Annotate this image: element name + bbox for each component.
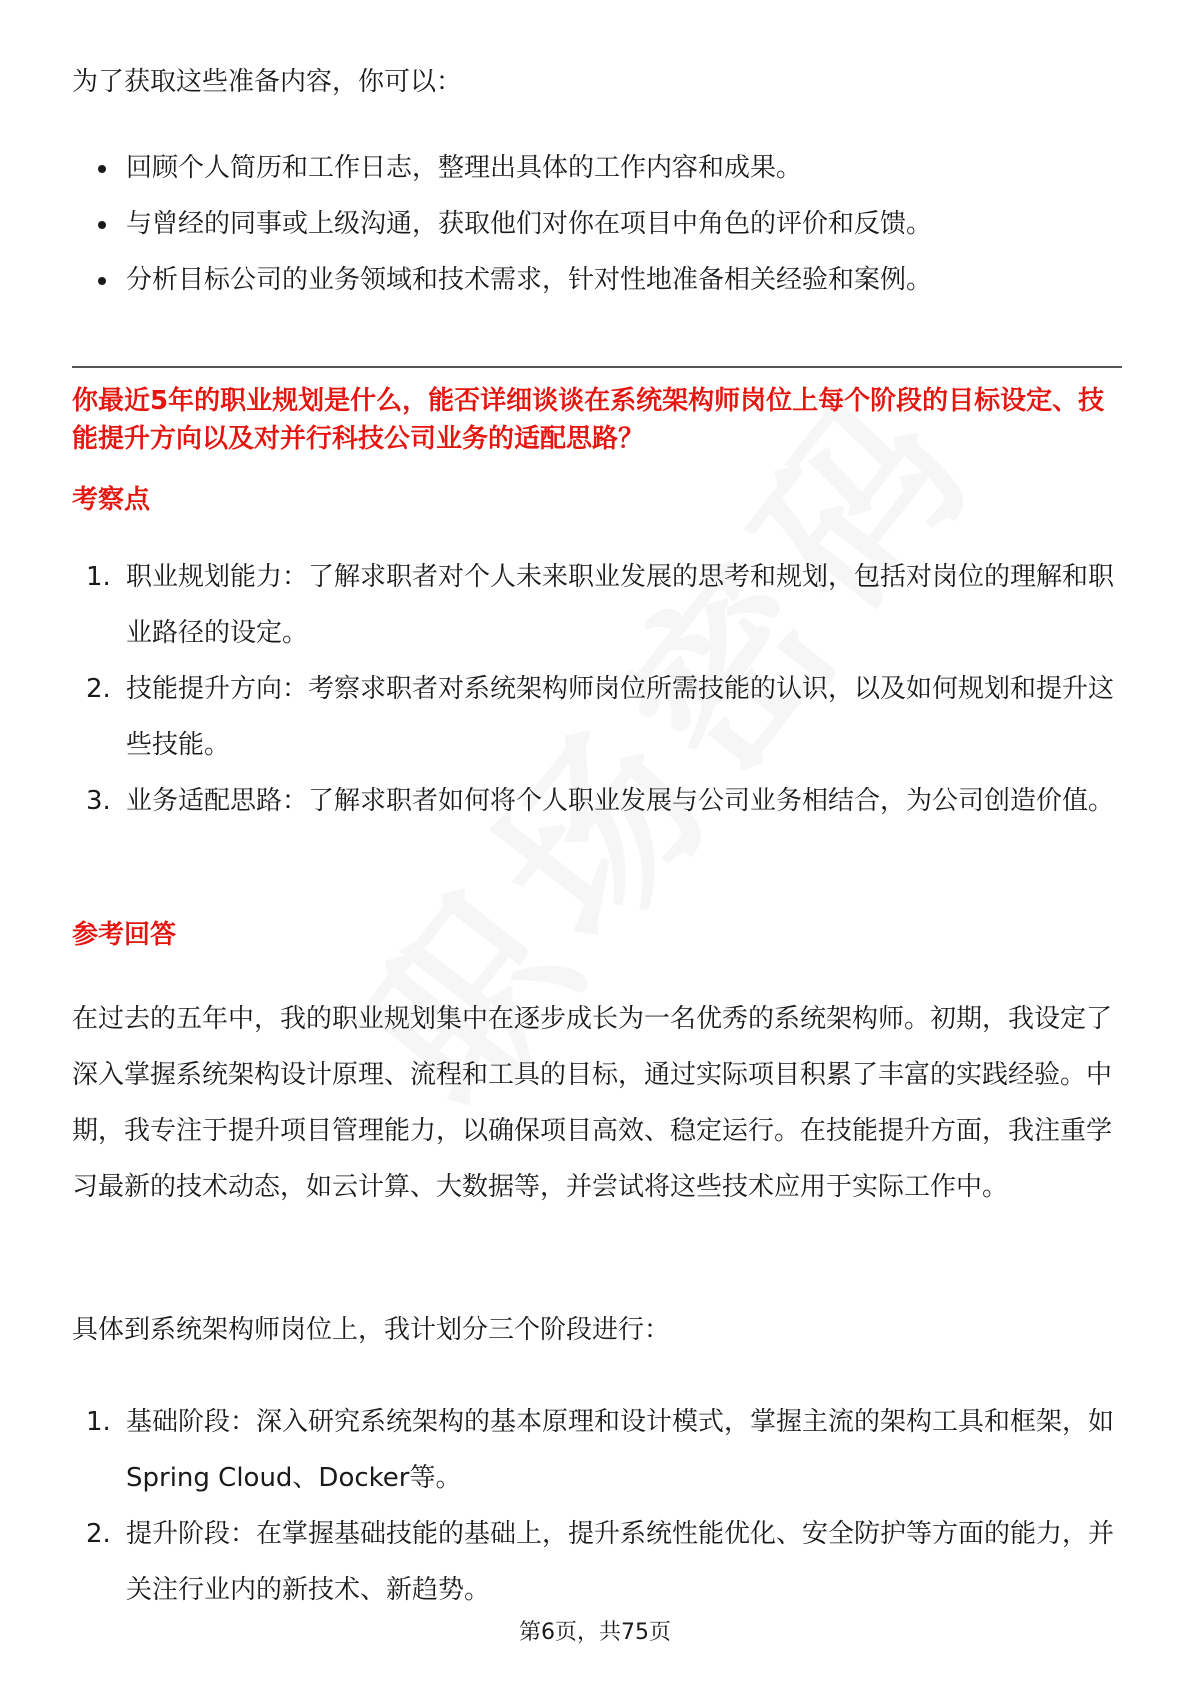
list-item [72,773,1122,829]
prep-bullet-list [72,140,932,308]
list-number: 2. [86,1519,111,1549]
bullet-item [72,196,932,252]
stage-intro-text: 具体到系统架构师岗位上，我计划分三个阶段进行： [72,1315,671,1345]
bullet-item [72,140,932,196]
list-number: 2. [86,674,111,704]
bullet-text: 与曾经的同事或上级沟通，获取他们对你在项目中角色的评价和反馈。 [126,209,933,239]
list-item [72,661,1122,773]
list-number: 1. [86,1407,111,1437]
bullet-item [72,252,932,308]
list-item-text: 提升阶段：在掌握基础技能的基础上，提升系统性能优化、安全防护等方面的能力，并关注行业内的新技术、新趋势。 [126,1519,1115,1605]
section-divider [72,366,1122,368]
list-item-text: 技能提升方向：考察求职者对系统架构师岗位所需技能的认识，以及如何规划和提升这些技能。 [126,674,1115,760]
answer-paragraph: 在过去的五年中，我的职业规划集中在逐步成长为一名优秀的系统架构师。初期，我设定了深入掌握系统架构设计原理、流程和工具的目标，通过实际项目积累了丰富的实践经验。中期，我专注于提升项目管理能力，以确保项目高效、稳定运行。在技能提升方面，我注重学习最新的技术动态，如云计算、大数据等，并尝试将这些技术应用于实际工作中。 [72,1004,1113,1202]
list-item-text: 职业规划能力：了解求职者对个人未来职业发展的思考和规划，包括对岗位的理解和职业路径的设定。 [126,562,1115,648]
assessment-points-heading: 考察点 [72,485,151,515]
bullet-text: 分析目标公司的业务领域和技术需求，针对性地准备相关经验和案例。 [126,265,933,295]
assessment-points-list [72,549,1122,829]
list-item-text: 基础阶段：深入研究系统架构的基本原理和设计模式，掌握主流的架构工具和框架，如Spring Cloud、Docker等。 [126,1407,1115,1493]
question-heading: 你最近5年的职业规划是什么，能否详细谈谈在系统架构师岗位上每个阶段的目标设定、技能提升方向以及对并行科技公司业务的适配思路？ [72,386,1105,454]
list-item [72,549,1122,661]
list-item-text: 业务适配思路：了解求职者如何将个人职业发展与公司业务相结合，为公司创造价值。 [126,786,1115,816]
bullet-dot-icon [98,165,106,173]
list-number: 3. [86,786,111,816]
bullet-dot-icon [98,221,106,229]
list-number: 1. [86,562,111,592]
reference-answer-heading: 参考回答 [72,920,177,950]
page-number-footer: 第6页，共75页 [519,1620,671,1645]
intro-text: 为了获取这些准备内容，你可以： [72,67,463,97]
bullet-text: 回顾个人简历和工作日志，整理出具体的工作内容和成果。 [126,153,803,183]
bullet-dot-icon [98,277,106,285]
list-item [72,1506,1122,1618]
list-item [72,1394,1122,1506]
stages-list [72,1394,1122,1618]
